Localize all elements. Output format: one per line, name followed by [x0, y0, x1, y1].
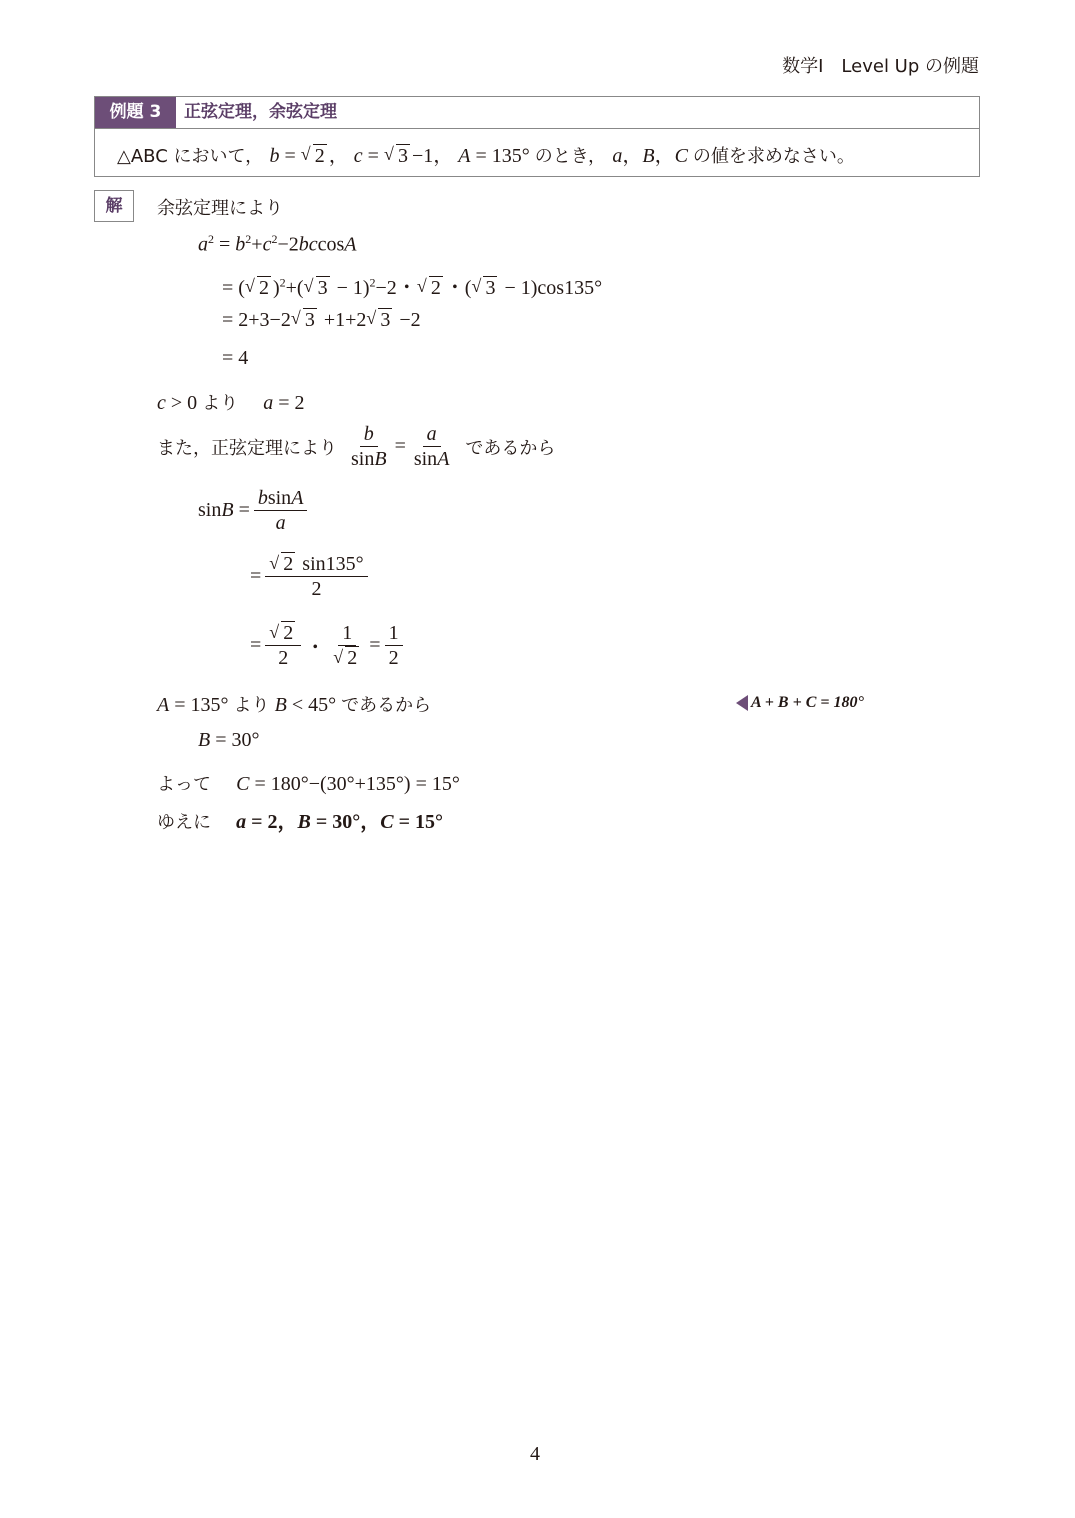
side-note: A + B + C = 180° [736, 694, 864, 712]
eq-step-1: = (√ 2 )$^2$+(√ 3 − 1)$^2$−2・√ 2 ・(√ 3 − 1)cos135° [222, 271, 602, 300]
line-answer: ゆえに a = 2，B = 30°，C = 15° [157, 811, 443, 833]
eq-step-2: = 2+3−2√ 3 +1+2√ 3 −2 [222, 309, 421, 332]
triangle-left-icon [736, 695, 748, 711]
solution-label: 解 [94, 190, 134, 222]
running-header: 数学Ⅰ Level Up の例題 [782, 56, 979, 77]
line-angle-a: A = 135° より B < 45° であるから [157, 694, 432, 716]
eq-sinb-1: sinB = $\frac{bsinA}{a}$ [198, 487, 311, 534]
solution-intro: 余弦定理により [157, 198, 283, 219]
line-sine-law: また，正弦定理により $\frac{b}{\sin B}$ = $\frac{a}{\sin A}$ であるから [157, 423, 556, 470]
eq-b-value: B = 30° [198, 729, 260, 751]
eq-step-3: = 4 [222, 347, 249, 369]
eq-sinb-3: = √ $\frac{2}{2}$ ・ 1 √ 2 = $\frac{1}{2}$ [250, 622, 407, 669]
line-therefore: よって C = 180°−(30°+135°) = 15° [157, 773, 460, 795]
example-box [94, 96, 980, 177]
line-c-positive: c > 0 より a = 2 [157, 392, 305, 414]
eq-sinb-2: = √ $\frac{2 \sin 135^\circ}{2}$ [250, 553, 372, 600]
problem-statement: △ABC において， b = √ 2 ， c = √ 3 −1， A = 135° のとき， a，B，C の値を求めなさい。 [117, 139, 855, 168]
example-title: 正弦定理，余弦定理 [184, 102, 337, 122]
example-label: 例題 3 [95, 97, 176, 128]
page-number: 4 [530, 1443, 540, 1465]
eq-cos-law: $a^2 = b^2+c^2-2bccosA$ [198, 232, 357, 256]
example-divider [95, 128, 979, 129]
